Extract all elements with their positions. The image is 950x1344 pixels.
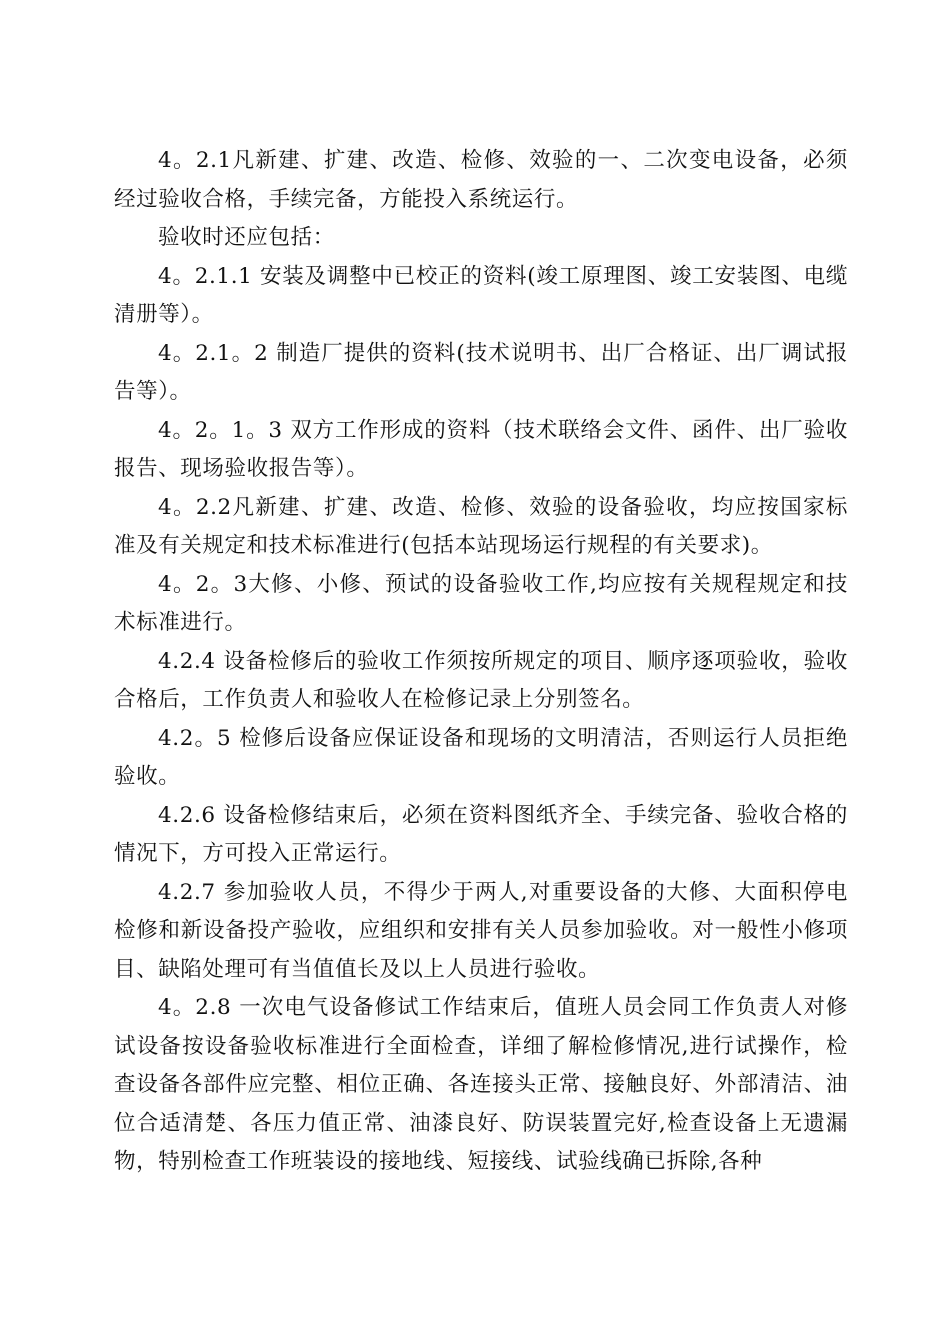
document-body (114, 142, 848, 1182)
paragraph-4-2-5: 4.2。5 检修后设备应保证设备和现场的文明清洁，否则运行人员拒绝验收。 (114, 725, 848, 789)
paragraph-4-2-2: 4。2.2凡新建、扩建、改造、检修、效验的设备验收，均应按国家标准及有关规定和技术标准进行(包括本站现场运行规程的有关要求)。 (114, 494, 848, 558)
paragraph-4-2-3: 4。2。3大修、小修、预试的设备验收工作,均应按有关规程规定和技术标准进行。 (114, 571, 848, 635)
paragraph-4-2-1-2: 4。2.1。2 制造厂提供的资料(技术说明书、出厂合格证、出厂调试报告等）。 (114, 340, 848, 404)
paragraph-acceptance-intro: 验收时还应包括： (158, 225, 335, 250)
paragraph-4-2-6: 4.2.6 设备检修结束后，必须在资料图纸齐全、手续完备、验收合格的情况下，方可投入正常运行。 (114, 802, 848, 866)
paragraph-4-2-8: 4。2.8 一次电气设备修试工作结束后，值班人员会同工作负责人对修试设备按设备验收标准进行全面检查，详细了解检修情况,进行试操作，检查设备各部件应完整、相位正确、各连接头正常、接触良好、外部清洁、油位合适清楚、各压力值正常、油漆良好、防误装置完好,检查设备上无遗漏物，特别检查工作班装设的接地线、短接线、试验线确已拆除,各种 (114, 995, 848, 1174)
paragraph-4-2-1-1: 4。2.1.1 安装及调整中已校正的资料(竣工原理图、竣工安装图、电缆清册等）。 (114, 263, 848, 327)
paragraph-4-2-1-3: 4。2。1。3 双方工作形成的资料（技术联络会文件、函件、出厂验收报告、现场验收报告等）。 (114, 417, 848, 481)
paragraph-4-2-4: 4.2.4 设备检修后的验收工作须按所规定的项目、顺序逐项验收，验收合格后，工作负责人和验收人在检修记录上分别签名。 (114, 648, 848, 712)
paragraph-4-2-7: 4.2.7 参加验收人员，不得少于两人,对重要设备的大修、大面积停电检修和新设备投产验收，应组织和安排有关人员参加验收。对一般性小修项目、缺陷处理可有当值值长及以上人员进行验收。 (114, 879, 848, 982)
paragraph-4-2-1: 4。2.1凡新建、扩建、改造、检修、效验的一、二次变电设备，必须经过验收合格，手续完备，方能投入系统运行。 (114, 148, 848, 212)
